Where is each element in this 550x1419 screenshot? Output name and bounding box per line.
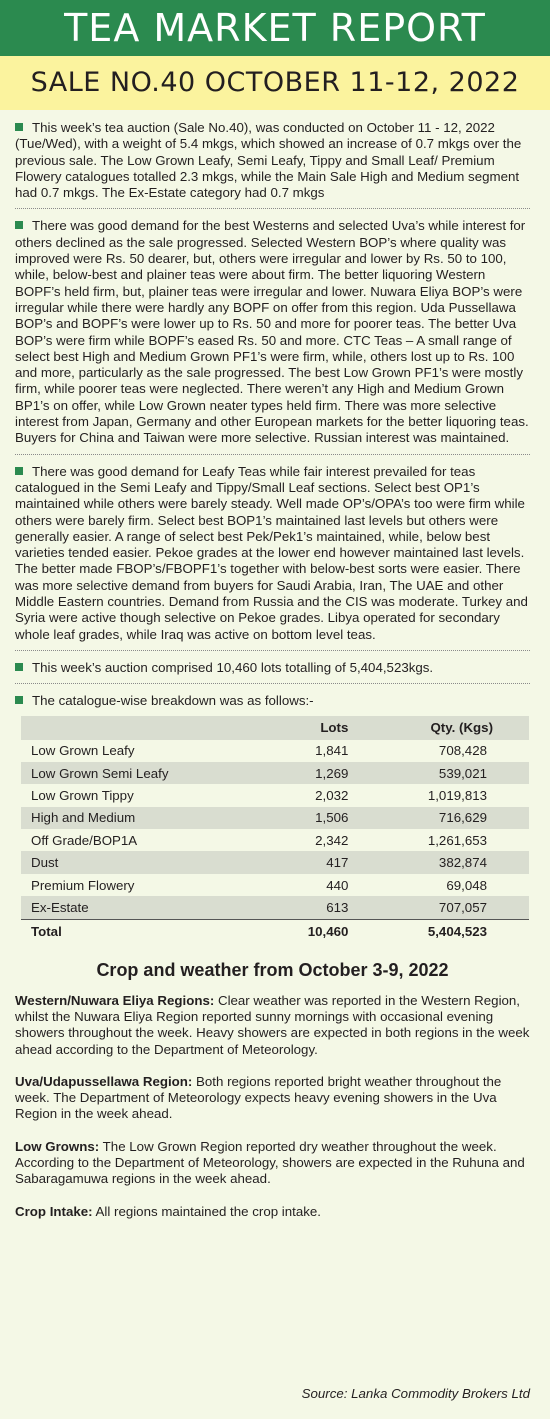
source-credit: Source: Lanka Commodity Brokers Ltd: [301, 1386, 530, 1401]
table-cell-qty: 1,261,653: [427, 832, 487, 848]
crop-section-label: Western/Nuwara Eliya Regions:: [15, 992, 215, 1008]
table-cell-qty: 1,019,813: [427, 787, 487, 803]
paragraph-text: This week’s tea auction (Sale No.40), was conducted on October 11 - 12, 2022 (Tue/Wed), with a weight of 5.4 mkgs, which showed an increase of 0.7 mkgs over the previous sale. The Low Grown Leafy, Semi Leafy, Tippy and Small Leaf/ Premium Flowery catalogues totalled 2.3 mkgs, while the Main Sale High and Medium segment had 0.7 mkgs. The Ex-Estate category had 0.7 mkgs: [15, 120, 522, 201]
table-cell-category: Premium Flowery: [31, 877, 135, 893]
table-total-row: [21, 919, 529, 944]
table-row: [21, 762, 529, 784]
table-cell-qty: 69,048: [446, 877, 487, 893]
table-cell-qty: 707,057: [356, 896, 529, 919]
crop-section-intake: [15, 1204, 530, 1220]
table-cell-lots: 2,342: [315, 832, 349, 848]
green-square-bullet-icon: [15, 696, 23, 704]
crop-section-label: Uva/Udapussellawa Region:: [15, 1073, 193, 1089]
table-header-category: [21, 716, 267, 740]
green-square-bullet-icon: [15, 467, 23, 475]
table-cell-category: Total: [21, 919, 267, 944]
table-row: [21, 807, 529, 829]
table-cell-qty: 5,404,523: [356, 919, 529, 944]
table-row: [21, 829, 529, 851]
paragraph-text: There was good demand for the best Westerns and selected Uva’s while interest for others declined as the sale progressed. Selected Western BOP’s where quality was improved were Rs. 50 dearer, but, others were irregular and lower by Rs. 50 to 100, while, below-best and plainer teas were about firm. The better liquoring Western BOPF’s held firm, but, plainer teas were irregular and lower. Nuwara Eliya BOP’s were irregular while there were hardly any BOPF on offer from this region. Uda Pussellawa BOP’s and BOPF’s were lower up to Rs. 50 and more for poorer teas. The better Uva BOP’s were firm while BOPF’s eased Rs. 50 and more. CTC Teas – A small range of select best High and Medium Grown PF1’s were firm, while, others lost up to Rs. 100 and more, particularly as the sale progressed. The best Low Grown PF1’s were mostly firm, while poorer teas were neglected. There weren’t any High and Medium Grown BP1’s on offer, while Low Grown neater types held firm. There was more selective interest from Japan, Germany and other European markets for the better liquoring teas. Buyers for China and Taiwan were more selective. Russian interest was maintained.: [15, 218, 529, 446]
green-square-bullet-icon: [15, 123, 23, 131]
paragraph-auction-summary: [15, 660, 530, 684]
table-row: [21, 784, 529, 806]
table-cell-category: Low Grown Tippy: [31, 787, 134, 803]
paragraph-high-grown: [15, 218, 530, 454]
table-cell-lots: 2,032: [315, 787, 349, 803]
paragraph-text: There was good demand for Leafy Teas while fair interest prevailed for teas catalogued in the Semi Leafy and Tippy/Small Leaf sections. Select best OP1’s maintained while others were barely steady. Well made OP’s/OPA’s too were firm while others were barely firm. Select best BOP1’s maintained last levels but others were generally easier. A range of select best Pek/Pek1’s maintained, while, below best varieties tended easier. Pekoe grades at the lower end however maintained last levels. The better made FBOP’s/FBOPF1’s together with below-best sorts were easier. There was more selective demand from buyers for Saudi Arabia, Iran, The UAE and other Middle Eastern countries. Demand from Russia and the CIS was moderate. Turkey and Syria were active though selective on Pekoe grades. Libya operated for secondary whole leaf grades, while Iraq was active on bottom level teas.: [15, 463, 528, 642]
table-cell-category: High and Medium: [21, 807, 267, 829]
crop-section-uva: [15, 1074, 530, 1123]
crop-section-low-growns: [15, 1139, 530, 1188]
table-cell-qty: 539,021: [356, 762, 529, 784]
table-header-lots: Lots: [267, 716, 357, 740]
table-cell-category: Low Grown Leafy: [31, 743, 135, 759]
table-row: [21, 740, 529, 762]
crop-section-label: Low Growns:: [15, 1138, 100, 1154]
table-cell-category: Ex-Estate: [21, 896, 267, 919]
table-cell-lots: 10,460: [267, 919, 357, 944]
table-cell-qty: 716,629: [356, 807, 529, 829]
table-cell-qty: 708,428: [438, 743, 487, 759]
table-cell-category: Off Grade/BOP1A: [31, 832, 138, 848]
green-square-bullet-icon: [15, 663, 23, 671]
table-row: [21, 874, 529, 896]
crop-section-western: [15, 993, 530, 1058]
crop-section-label: Crop Intake:: [15, 1203, 93, 1219]
crop-section-text: The Low Grown Region reported dry weather throughout the week. According to the Department of Meteorology, showers are expected in the Ruhuna and Sabaragamuwa regions in the week ahead.: [15, 1138, 525, 1187]
table-cell-lots: 440: [326, 877, 349, 893]
paragraph-overview: [15, 120, 530, 209]
crop-weather-heading: Crop and weather from October 3-9, 2022: [96, 959, 449, 980]
table-header-row: [21, 716, 529, 740]
crop-section-text: All regions maintained the crop intake.: [92, 1203, 321, 1219]
table-cell-category: Low Grown Semi Leafy: [21, 762, 267, 784]
green-square-bullet-icon: [15, 221, 23, 229]
table-cell-lots: 1,269: [267, 762, 357, 784]
table-cell-lots: 1,506: [267, 807, 357, 829]
paragraph-text: This week’s auction comprised 10,460 lots totalling of 5,404,523kgs.: [32, 659, 434, 675]
paragraph-low-grown: [15, 464, 530, 651]
table-cell-lots: 417: [267, 851, 357, 873]
paragraph-breakdown-intro: [15, 693, 530, 709]
sale-subtitle: SALE NO.40 OCTOBER 11-12, 2022: [0, 56, 550, 110]
table-cell-category: Dust: [21, 851, 267, 873]
paragraph-text: The catalogue-wise breakdown was as follows:-: [32, 693, 314, 709]
table-cell-lots: 613: [267, 896, 357, 919]
table-row: [21, 896, 529, 919]
table-row: [21, 851, 529, 873]
report-body: [0, 110, 550, 1220]
report-title: TEA MARKET REPORT: [0, 0, 550, 56]
table-header-qty: Qty. (Kgs): [356, 716, 529, 740]
crop-section-text: Clear weather was reported in the Western Region, whilst the Nuwara Eliya Region reported sunny mornings with occasional evening showers throughout the week. Heavy showers are expected in both regions in the week ahead according to the Department of Meteorology.: [15, 992, 530, 1057]
table-cell-lots: 1,841: [315, 743, 349, 759]
table-cell-qty: 382,874: [356, 851, 529, 873]
catalogue-breakdown-table: [21, 716, 529, 944]
crop-section-text: Both regions reported bright weather throughout the week. The Department of Meteorology expects heavy evening showers in the Uva Region in the week ahead.: [15, 1073, 502, 1122]
